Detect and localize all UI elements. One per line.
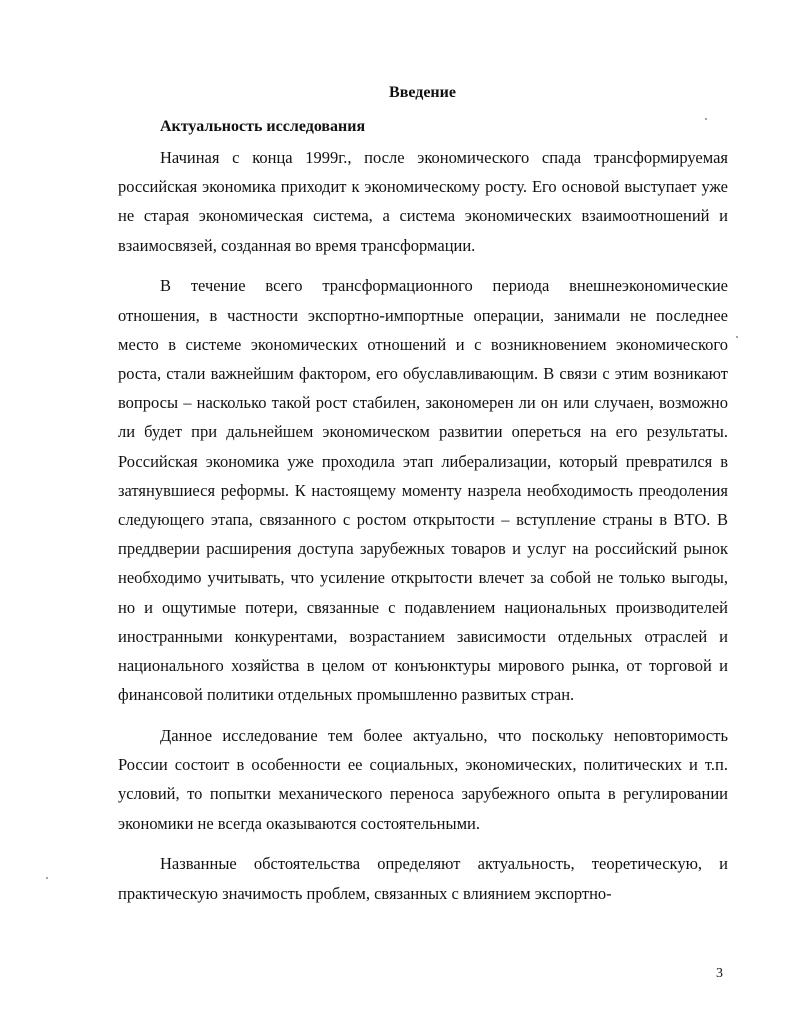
paragraph-2: В течение всего трансформационного периода внешнеэкономические отношения, в частности экспортно-импортные операции, занимали не последнее место в системе экономических отношений и с возникновением экономического роста, стали важнейшим фактором, его обуславливающим. В связи с этим возникают вопросы – насколько такой рост стабилен, закономерен ли он или случаен, возможно ли будет при дальнейшем экономическом развитии опереться на его результаты. Российская экономика уже проходила этап либерализации, который превратился в затянувшиеся реформы. К настоящему моменту назрела необходимость преодоления следующего этапа, связанного с ростом открытости – вступление страны в ВТО. В преддверии расширения доступа зарубежных товаров и услуг на российский рынок необходимо учитывать, что усиление открытости влечет за собой не только выгоды, но и ощутимые потери, связанные с подавлением национальных производителей иностранными конкурентами, возрастанием зависимости отдельных отраслей и национального хозяйства в целом от конъюнктуры мирового рынка, от торговой и финансовой политики отдельных промышленно развитых стран. xyxy=(118,276,728,705)
scan-speck xyxy=(46,877,48,879)
paragraph-3: Данное исследование тем более актуально, что поскольку неповторимость России состоит в особенности ее социальных, экономических, политических и т.п. условий, то попытки механического переноса зарубежного опыта в регулировании экономики не всегда оказываются состоятельными. xyxy=(118,726,728,833)
page-title: Введение xyxy=(389,84,456,101)
paragraph-1: Начиная с конца 1999г., после экономического спада трансформируемая российская экономика приходит к экономическому росту. Его основой выступает уже не старая экономическая система, а система экономических взаимоотношений и взаимосвязей, созданная во время трансформации. xyxy=(118,148,728,255)
paragraph-4: Названные обстоятельства определяют актуальность, теоретическую, и практическую значимость проблем, связанных с влиянием экспортно- xyxy=(118,854,728,903)
body-text xyxy=(118,143,728,908)
section-heading: Актуальность исследования xyxy=(160,118,366,135)
page-number: 3 xyxy=(716,966,723,981)
scan-speck xyxy=(705,118,707,120)
scan-speck xyxy=(736,336,738,338)
